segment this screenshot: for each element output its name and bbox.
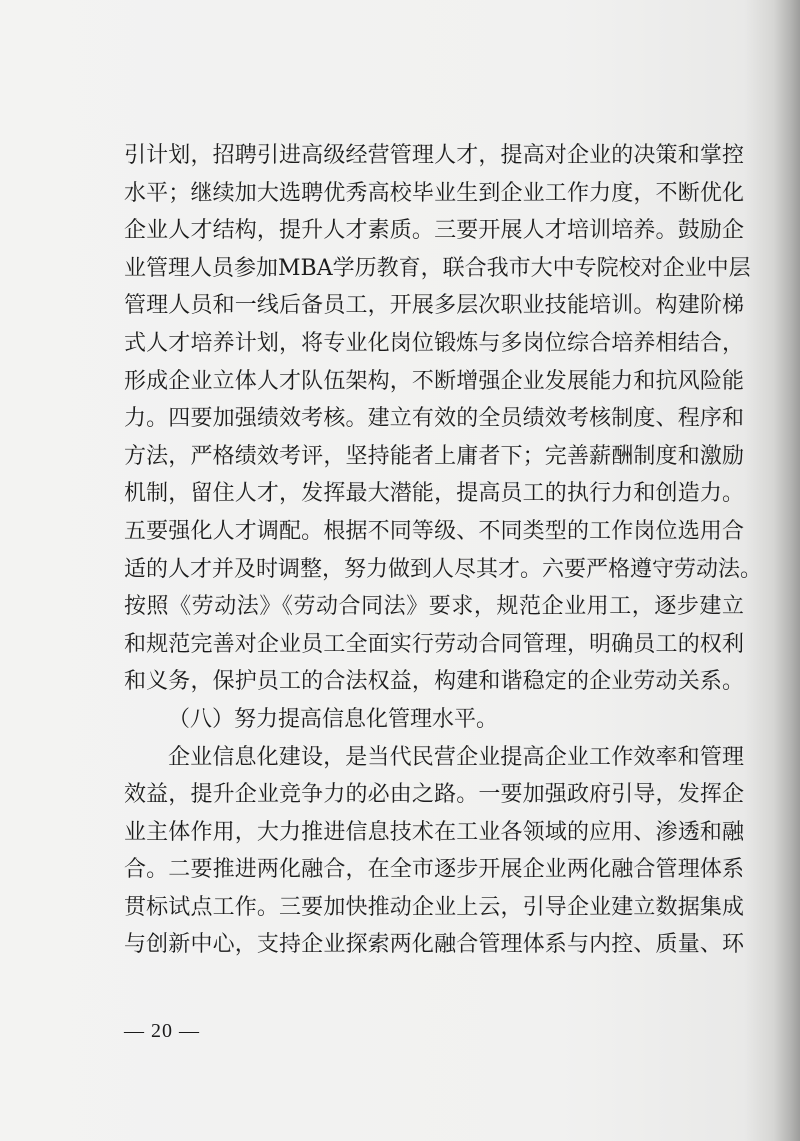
paragraph-line: 式人才培养计划，将专业化岗位锻炼与多岗位综合培养相结合， [124, 330, 744, 356]
paragraph-line: 业主体作用，大力推进信息技术在工业各领域的应用、渗透和融 [124, 819, 744, 845]
paragraph-line: 企业信息化建设，是当代民营企业提高企业工作效率和管理 [168, 744, 744, 770]
paragraph-line: 企业人才结构，提升人才素质。三要开展人才培训培养。鼓励企 [124, 218, 744, 244]
body-text [124, 137, 763, 964]
page-number: — 20 — [124, 1020, 200, 1042]
paragraph-line: 适的人才并及时调整，努力做到人尽其才。六要严格遵守劳动法。 [124, 556, 763, 582]
paragraph-line: 水平；继续加大选聘优秀高校毕业生到企业工作力度，不断优化 [124, 180, 744, 206]
paragraph-line: 力。四要加强绩效考核。建立有效的全员绩效考核制度、程序和 [124, 406, 744, 432]
paragraph-line: 五要强化人才调配。根据不同等级、不同类型的工作岗位选用合 [124, 518, 744, 544]
paragraph-line: 引计划，招聘引进高级经营管理人才，提高对企业的决策和掌控 [124, 143, 744, 168]
paragraph-line: 效益，提升企业竞争力的必由之路。一要加强政府引导，发挥企 [124, 782, 744, 808]
paragraph-line: 贯标试点工作。三要加快推动企业上云，引导企业建立数据集成 [124, 894, 744, 920]
paragraph-line: 合。二要推进两化融合，在全市逐步开展企业两化融合管理体系 [124, 857, 744, 883]
section-heading: （八）努力提高信息化管理水平。 [168, 706, 499, 732]
paragraph-line: 和义务，保护员工的合法权益，构建和谐稳定的企业劳动关系。 [124, 669, 744, 695]
paragraph-line: 形成企业立体人才队伍架构，不断增强企业发展能力和抗风险能 [124, 368, 744, 394]
paragraph-line: 机制，留住人才，发挥最大潜能，提高员工的执行力和创造力。 [124, 481, 744, 507]
page-edge-shadow [774, 0, 800, 1141]
paragraph-line: 与创新中心，支持企业探索两化融合管理体系与内控、质量、环 [124, 932, 744, 958]
paragraph-line: 管理人员和一线后备员工，开展多层次职业技能培训。构建阶梯 [124, 293, 744, 319]
paragraph-line: 业管理人员参加MBA学历教育，联合我市大中专院校对企业中层 [124, 255, 751, 281]
paragraph-line: 和规范完善对企业员工全面实行劳动合同管理，明确员工的权利 [124, 631, 744, 657]
paragraph-line: 方法，严格绩效考评，坚持能者上庸者下；完善薪酬制度和激励 [124, 443, 744, 469]
paragraph-line: 按照《劳动法》《劳动合同法》要求，规范企业用工，逐步建立 [124, 594, 744, 620]
